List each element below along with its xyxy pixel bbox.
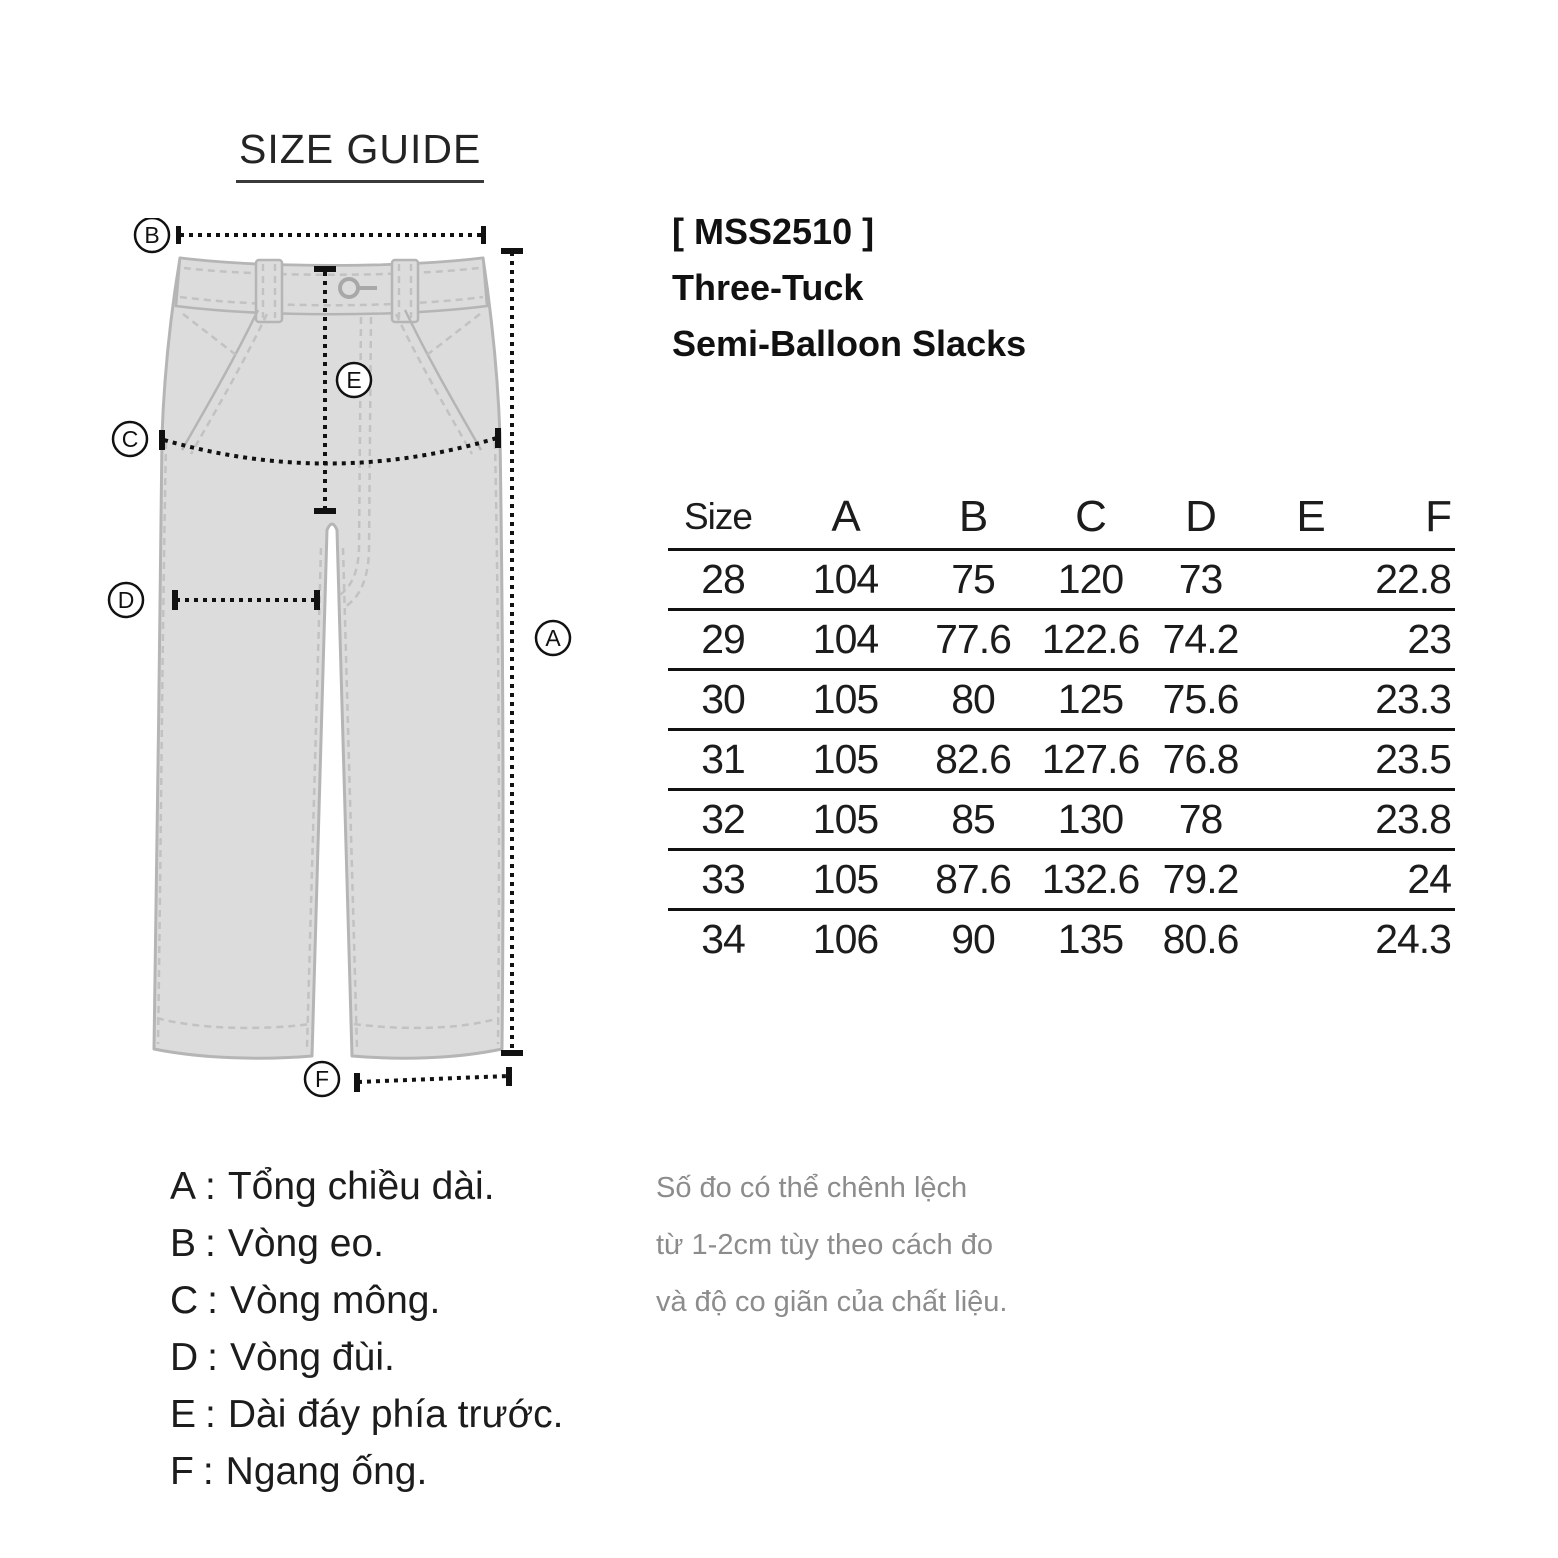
cell-f: 24: [1407, 856, 1451, 902]
cell-size: 31: [701, 736, 745, 782]
cell-c: 125: [1057, 676, 1124, 722]
legend-separator: :: [207, 1278, 219, 1322]
measurement-legend: [170, 1158, 564, 1500]
button-icon: [340, 279, 358, 297]
legend-item-c: [170, 1272, 564, 1329]
legend-separator: :: [205, 1221, 216, 1265]
product-info: [672, 204, 1026, 372]
note-line-2: từ 1-2cm tùy theo cách đo: [656, 1229, 993, 1261]
measurement-f: [305, 1062, 512, 1096]
column-header-e: E: [1253, 486, 1368, 550]
legend-key: E: [170, 1392, 197, 1436]
legend-item-a: [170, 1158, 564, 1215]
badge-b-letter: B: [144, 222, 160, 248]
cell-b: 82.6: [935, 736, 1011, 782]
belt-loop-left: [256, 260, 282, 322]
cell-b: 80: [951, 676, 995, 722]
cell-a: 105: [812, 676, 879, 722]
legend-key: C: [170, 1278, 199, 1322]
cell-a: 104: [812, 616, 879, 662]
legend-text: Ngang ống.: [225, 1449, 428, 1493]
cell-b: 77.6: [935, 616, 1011, 662]
legend-separator: :: [207, 1335, 219, 1379]
legend-text: Vòng eo.: [227, 1221, 384, 1265]
cap-b-right: [481, 226, 486, 244]
cell-size: 28: [701, 556, 745, 602]
column-header-d: D: [1148, 486, 1253, 550]
cell-c: 135: [1057, 916, 1124, 962]
cell-a: 105: [812, 856, 879, 902]
badge-d-letter: D: [117, 587, 135, 613]
cell-size: 30: [701, 676, 745, 722]
cell-a: 105: [812, 736, 879, 782]
cell-f: 23: [1407, 616, 1451, 662]
cell-e: [1253, 550, 1368, 610]
measurement-note: [656, 1160, 1007, 1331]
legend-key: F: [170, 1449, 194, 1493]
product-name-line1: Three-Tuck: [672, 267, 864, 308]
badge-a-letter: A: [545, 625, 561, 651]
cap-d-right: [314, 590, 320, 610]
table-row: [668, 730, 1455, 790]
table-row: [668, 610, 1455, 670]
size-table: [668, 486, 1455, 968]
badge-e-letter: E: [346, 367, 362, 393]
legend-text: Vòng mông.: [230, 1278, 441, 1322]
note-line-1: Số đo có thể chênh lệch: [656, 1172, 968, 1204]
legend-key: B: [170, 1221, 197, 1265]
cell-e: [1253, 730, 1368, 790]
column-header-c: C: [1033, 486, 1148, 550]
badge-f-letter: F: [314, 1066, 330, 1092]
cell-d: 75.6: [1162, 676, 1239, 722]
cell-f: 24.3: [1375, 916, 1451, 962]
table-row: [668, 910, 1455, 969]
cell-size: 29: [701, 616, 745, 662]
cell-f: 23.5: [1375, 736, 1451, 782]
cap-a-bottom: [501, 1050, 523, 1056]
cap-c-right: [495, 428, 501, 448]
cell-e: [1253, 910, 1368, 969]
note-line-3: và độ co giãn của chất liệu.: [656, 1286, 1008, 1318]
cell-c: 132.6: [1041, 856, 1140, 902]
cell-b: 85: [951, 796, 995, 842]
measurement-b: [135, 218, 486, 252]
cell-c: 127.6: [1041, 736, 1140, 782]
legend-item-e: [170, 1386, 564, 1443]
column-header-a: A: [778, 486, 913, 550]
cell-f: 23.3: [1375, 676, 1451, 722]
legend-separator: :: [205, 1164, 216, 1208]
legend-key: A: [170, 1164, 197, 1208]
cell-e: [1253, 850, 1368, 910]
legend-key: D: [170, 1335, 199, 1379]
cell-d: 79.2: [1162, 856, 1239, 902]
cell-b: 75: [951, 556, 995, 602]
measurement-a: [501, 248, 570, 1056]
column-header-f: F: [1368, 486, 1455, 550]
cell-size: 32: [701, 796, 745, 842]
cap-c-left: [159, 430, 165, 450]
cell-size: 33: [701, 856, 745, 902]
cell-d: 80.6: [1162, 916, 1239, 962]
product-code: [ MSS2510 ]: [672, 211, 875, 252]
cap-a-top: [501, 248, 523, 254]
legend-separator: :: [205, 1392, 216, 1436]
product-name-line2: Semi-Balloon Slacks: [672, 323, 1027, 364]
legend-item-b: [170, 1215, 564, 1272]
table-row: [668, 550, 1455, 610]
cell-a: 106: [812, 916, 879, 962]
table-row: [668, 850, 1455, 910]
cap-f-right: [506, 1067, 512, 1086]
cell-f: 23.8: [1375, 796, 1451, 842]
cell-f: 22.8: [1375, 556, 1451, 602]
badge-c-letter: C: [121, 426, 139, 452]
size-table-header-row: [668, 486, 1455, 550]
measure-line-f: [358, 1076, 508, 1082]
cell-a: 105: [812, 796, 879, 842]
cell-c: 122.6: [1041, 616, 1140, 662]
cell-e: [1253, 610, 1368, 670]
cap-e-top: [314, 266, 336, 272]
pants-body: [154, 258, 503, 1058]
column-header-b: B: [913, 486, 1033, 550]
cell-d: 74.2: [1162, 616, 1239, 662]
cell-c: 130: [1057, 796, 1124, 842]
cap-d-left: [172, 590, 178, 610]
cell-b: 87.6: [935, 856, 1011, 902]
cell-d: 78: [1178, 796, 1223, 842]
pants-diagram: [100, 218, 580, 1098]
cell-a: 104: [812, 556, 879, 602]
legend-text: Vòng đùi.: [230, 1335, 395, 1379]
cell-e: [1253, 670, 1368, 730]
cell-c: 120: [1057, 556, 1124, 602]
cell-e: [1253, 790, 1368, 850]
cell-b: 90: [951, 916, 995, 962]
cell-size: 34: [701, 916, 745, 962]
legend-item-f: [170, 1443, 564, 1500]
cell-d: 73: [1178, 556, 1223, 602]
table-row: [668, 670, 1455, 730]
page-title: SIZE GUIDE: [236, 126, 484, 183]
table-row: [668, 790, 1455, 850]
cell-d: 76.8: [1162, 736, 1239, 782]
cap-e-bottom: [314, 508, 336, 514]
column-header-size: Size: [668, 486, 778, 550]
legend-text: Tổng chiều dài.: [227, 1164, 495, 1208]
pants-illustration: [154, 258, 503, 1058]
cap-b-left: [176, 226, 181, 244]
legend-text: Dài đáy phía trước.: [227, 1392, 564, 1436]
legend-separator: :: [202, 1449, 214, 1493]
legend-item-d: [170, 1329, 564, 1386]
cap-f-left: [354, 1073, 360, 1092]
